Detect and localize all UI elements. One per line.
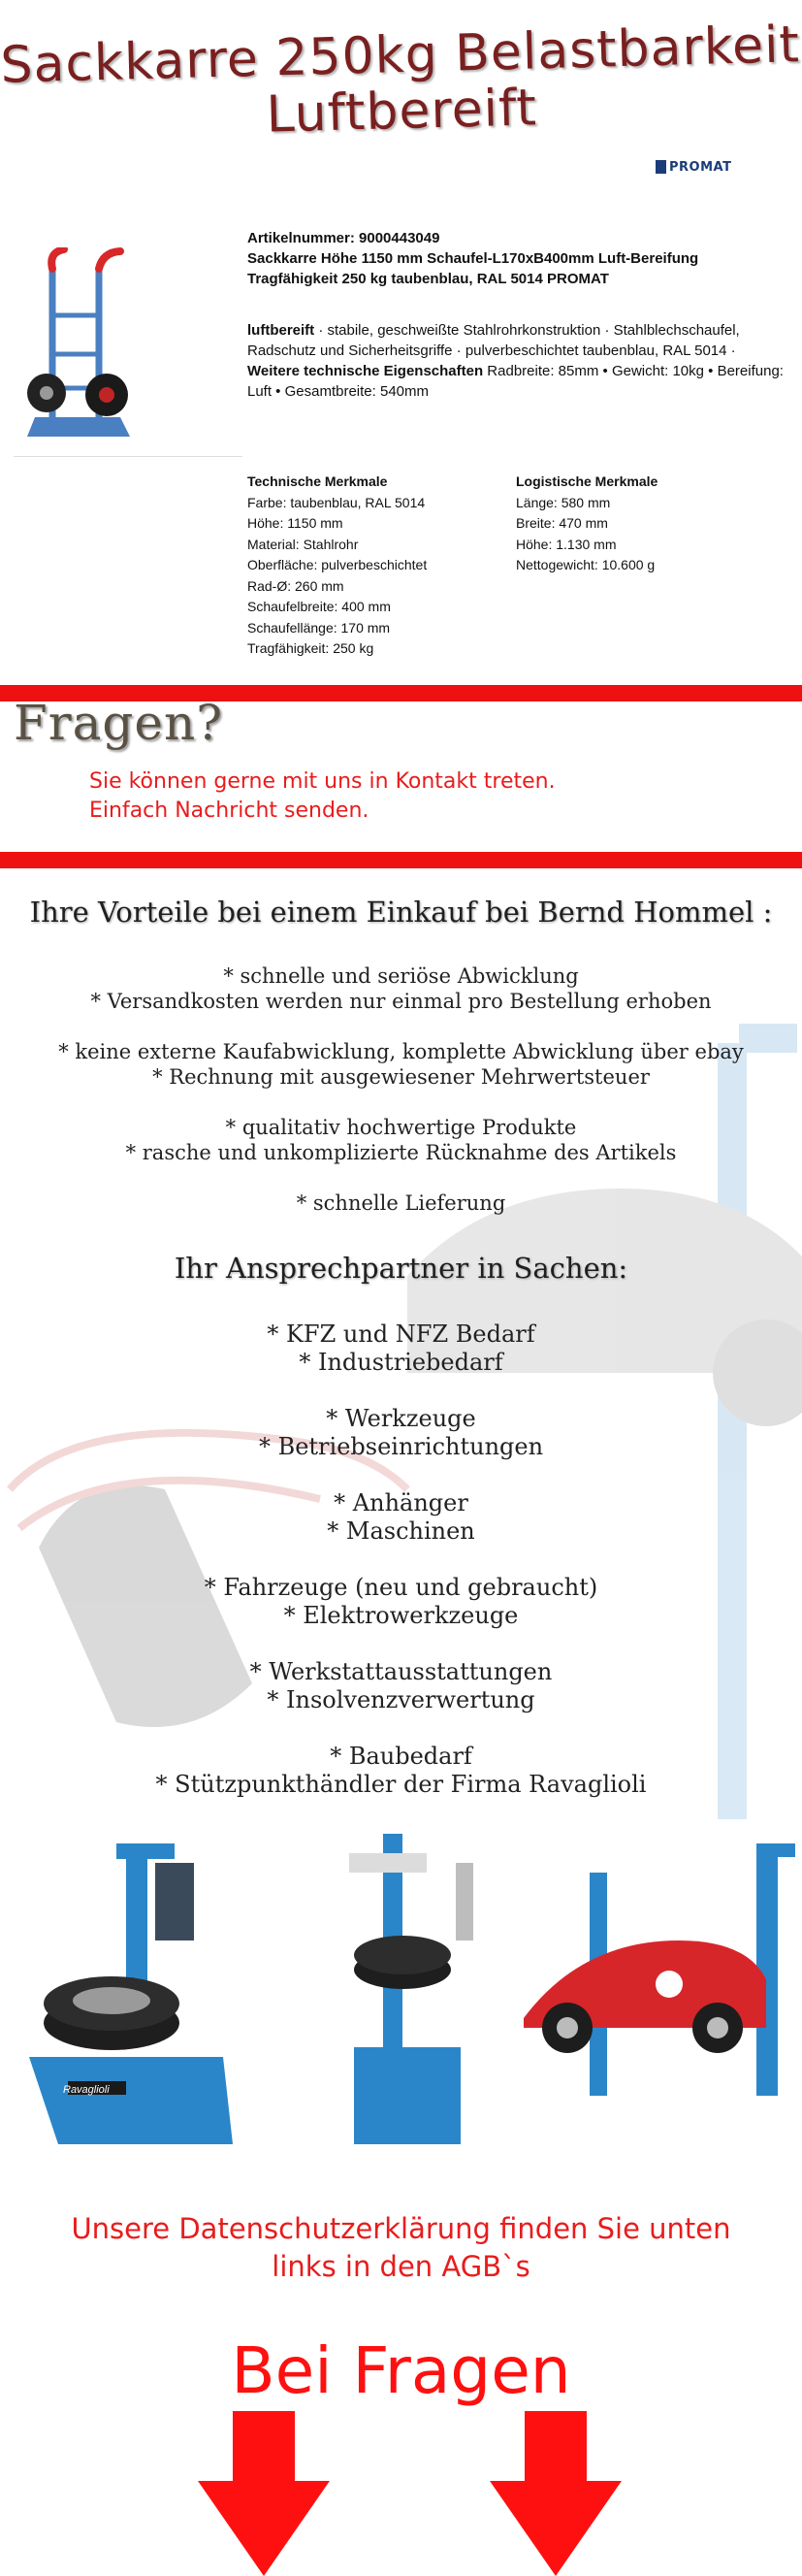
description-text: · stabile, geschweißte Stahlrohrkonstruktion · Stahlblechschaufel, Radschutz und Sicherheitsgriffe · pulverbeschichtet taubenblau, RAL 5014 · [247, 322, 740, 359]
contact-heading: Fragen? [14, 695, 224, 751]
spec-item: Rad-Ø: 260 mm [247, 577, 344, 594]
advantage-item: * schnelle Lieferung [296, 1191, 506, 1215]
article-number: Artikelnummer: 9000443049 [247, 230, 440, 246]
tire-changer-2-image [349, 1834, 473, 2144]
product-name-line1: Sackkarre Höhe 1150 mm Schaufel-L170xB400mm Luft-Bereifung [247, 250, 699, 267]
advantage-item: * qualitativ hochwertige Produkte [225, 1116, 577, 1139]
partner-list [0, 1321, 802, 1799]
partner-item: * KFZ und NFZ Bedarf [267, 1321, 535, 1348]
product-name-line2: Tragfähigkeit 250 kg taubenblau, RAL 5014 PROMAT [247, 271, 609, 287]
spec-item: Höhe: 1.130 mm [516, 536, 617, 552]
privacy-notice [0, 2210, 802, 2286]
page-title-line2: Luftbereift [265, 79, 538, 145]
partner-item: * Stützpunkthändler der Firma Ravaglioli [155, 1771, 647, 1798]
partner-item: * Maschinen [327, 1517, 475, 1545]
logistic-specs [516, 472, 787, 576]
spec-item: Farbe: taubenblau, RAL 5014 [247, 494, 426, 510]
page-title-line1: Sackkarre 250kg Belastbarkeit [0, 16, 801, 95]
spec-item: Schaufelbreite: 400 mm [247, 599, 391, 614]
red-divider-bottom [0, 852, 802, 868]
partner-item: * Elektrowerkzeuge [283, 1602, 519, 1629]
spec-item: Schaufellänge: 170 mm [247, 619, 391, 636]
hand-truck-image [14, 247, 246, 451]
divider [14, 456, 242, 457]
machine-brand-label: Ravaglioli [63, 2084, 110, 2096]
advantage-item: * rasche und unkomplizierte Rücknahme des Artikels [125, 1141, 677, 1164]
advantage-item: * Rechnung mit ausgewiesener Mehrwertsteuer [152, 1065, 650, 1089]
contact-line2: Einfach Nachricht senden. [89, 799, 369, 823]
properties-lead: Weitere technische Eigenschaften [247, 363, 484, 379]
tire-changer-1-image [29, 1843, 233, 2144]
spec-item: Tragfähigkeit: 250 kg [247, 640, 374, 656]
technical-specs [247, 472, 509, 660]
page-title [0, 16, 802, 150]
contact-text [89, 767, 556, 826]
partner-item: * Industriebedarf [299, 1349, 503, 1376]
advantage-item: * schnelle und seriöse Abwicklung [223, 964, 579, 988]
spec-item: Höhe: 1150 mm [247, 515, 343, 531]
technical-specs-heading: Technische Merkmale [247, 473, 388, 489]
privacy-line1: Unsere Datenschutzerklärung finden Sie unten [71, 2212, 731, 2245]
brand-logo [656, 158, 766, 176]
advantage-item: * keine externe Kaufabwicklung, komplette Abwicklung über ebay [58, 1040, 744, 1063]
description-paragraph [247, 320, 800, 361]
spec-item: Nettogewicht: 10.600 g [516, 557, 656, 572]
privacy-line2: links in den AGB`s [272, 2250, 530, 2283]
spec-item: Länge: 580 mm [516, 494, 611, 510]
advantage-item: * Versandkosten werden nur einmal pro Bestellung erhoben [90, 990, 712, 1013]
product-title [247, 228, 800, 289]
car-lift-image [524, 1843, 795, 2096]
properties-paragraph [247, 361, 800, 402]
partner-item: * Anhänger [334, 1489, 468, 1516]
partner-item: * Fahrzeuge (neu und gebraucht) [204, 1574, 598, 1601]
properties-text: Radbreite: 85mm • Gewicht: 10kg • Bereifung: Luft • Gesamtbreite: 540mm [247, 363, 784, 400]
spec-item: Oberfläche: pulverbeschichtet [247, 557, 428, 572]
advantages-heading: Ihre Vorteile bei einem Einkauf bei Bernd Hommel : [29, 896, 773, 929]
partner-item: * Insolvenzverwertung [267, 1686, 535, 1713]
partner-item: * Betriebseinrichtungen [258, 1433, 544, 1460]
contact-line1: Sie können gerne mit uns in Kontakt treten. [89, 769, 556, 794]
brand-logo-icon [656, 160, 666, 174]
partner-item: * Baubedarf [330, 1743, 472, 1770]
product-description [247, 320, 800, 402]
arrow-down-icon [198, 2411, 330, 2576]
description-lead: luftbereift [247, 322, 315, 339]
spec-item: Breite: 470 mm [516, 515, 608, 531]
partner-item: * Werkstattausstattungen [249, 1658, 553, 1685]
arrow-down-icon [490, 2411, 622, 2576]
advantages-list [0, 963, 802, 1216]
partner-heading: Ihr Ansprechpartner in Sachen: [174, 1252, 628, 1285]
partner-item: * Werkzeuge [326, 1405, 476, 1432]
brand-logo-text: PROMAT [669, 159, 732, 175]
machines-image [0, 1824, 802, 2154]
logistic-specs-heading: Logistische Merkmale [516, 473, 658, 489]
questions-cta: Bei Fragen [231, 2333, 571, 2408]
spec-item: Material: Stahlrohr [247, 536, 359, 552]
